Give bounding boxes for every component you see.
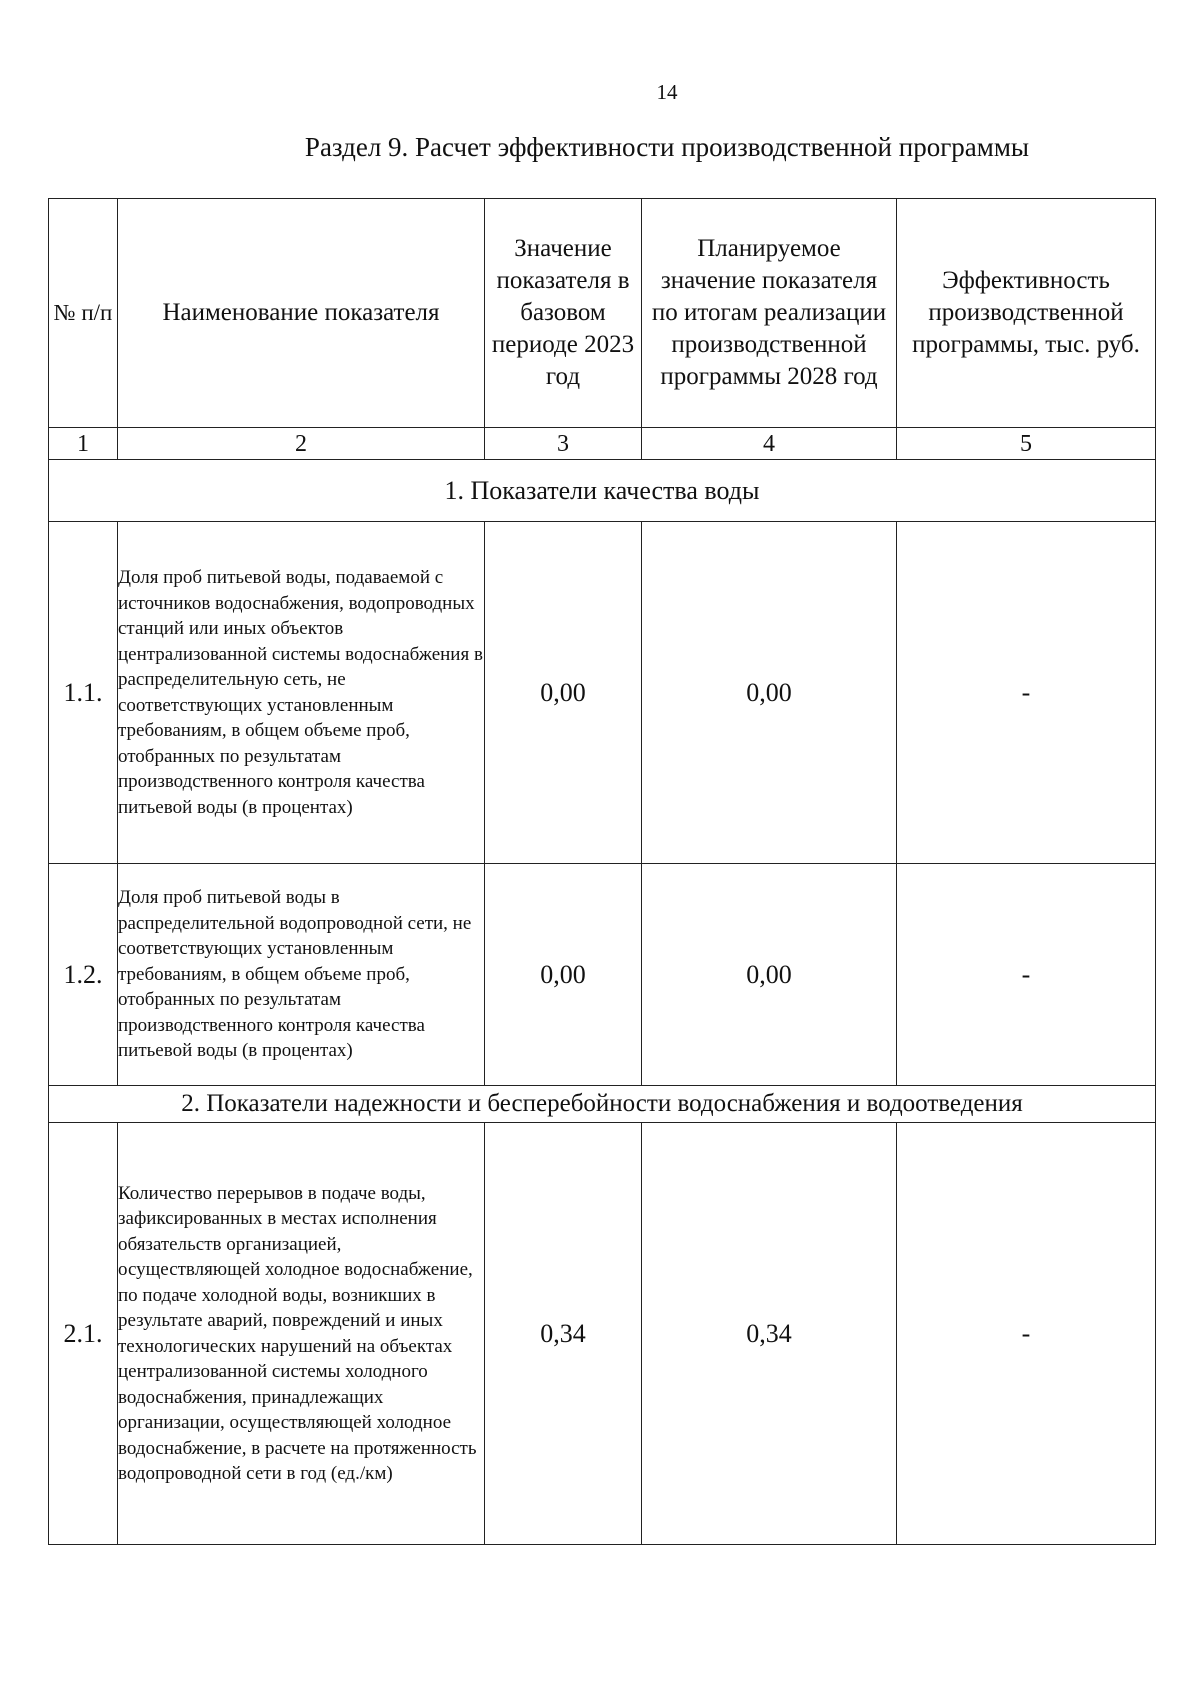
header-planned-value: Планируемое значение показателя по итогам реализации производственной программы 2028 год	[642, 199, 897, 428]
group-title: 1. Показатели качества воды	[49, 460, 1156, 522]
column-number: 3	[485, 428, 642, 460]
base-value: 0,00	[485, 522, 642, 864]
column-number: 5	[897, 428, 1156, 460]
base-value: 0,34	[485, 1123, 642, 1545]
table-row	[49, 522, 1156, 864]
planned-value: 0,00	[642, 864, 897, 1086]
group-row	[49, 1086, 1156, 1123]
planned-value: 0,34	[642, 1123, 897, 1545]
header-base-value: Значение показателя в базовом периоде 2023 год	[485, 199, 642, 428]
indicator-name: Доля проб питьевой воды в распределительной водопроводной сети, не соответствующих установленным требованиям, в общем объеме проб, отобранных по результатам производственного контроля качества питьевой воды (в процентах)	[118, 864, 485, 1086]
indicator-name: Доля проб питьевой воды, подаваемой с источников водоснабжения, водопроводных станций или иных объектов централизованной системы водоснабжения в распределительную сеть, не соответствующих установленным требованиям, в общем объеме проб, отобранных по результатам производственного контроля качества питьевой воды (в процентах)	[118, 522, 485, 864]
table-row	[49, 864, 1156, 1086]
column-numbers-row	[49, 428, 1156, 460]
header-number: № п/п	[49, 199, 118, 428]
efficiency-table	[48, 198, 1156, 1545]
table-header-row	[49, 199, 1156, 428]
efficiency-value: -	[897, 522, 1156, 864]
header-efficiency: Эффективность производственной программы, тыс. руб.	[897, 199, 1156, 428]
efficiency-value: -	[897, 864, 1156, 1086]
efficiency-value: -	[897, 1123, 1156, 1545]
column-number: 1	[49, 428, 118, 460]
page-number: 14	[656, 80, 678, 104]
indicator-name: Количество перерывов в подаче воды, зафиксированных в местах исполнения обязательств организацией, осуществляющей холодное водоснабжение, по подаче холодной воды, возникших в результате аварий, повреждений и иных технологических нарушений на объектах централизованной системы холодного водоснабжения, принадлежащих организации, осуществляющей холодное водоснабжение, в расчете на протяженность водопроводной сети в год (ед./км)	[118, 1123, 485, 1545]
column-number: 2	[118, 428, 485, 460]
column-number: 4	[642, 428, 897, 460]
planned-value: 0,00	[642, 522, 897, 864]
group-title: 2. Показатели надежности и бесперебойности водоснабжения и водоотведения	[49, 1086, 1156, 1123]
group-row	[49, 460, 1156, 522]
section-title: Раздел 9. Расчет эффективности производственной программы	[304, 132, 1030, 162]
base-value: 0,00	[485, 864, 642, 1086]
header-indicator-name: Наименование показателя	[118, 199, 485, 428]
row-index: 1.2.	[49, 864, 118, 1086]
table-row	[49, 1123, 1156, 1545]
row-index: 2.1.	[49, 1123, 118, 1545]
row-index: 1.1.	[49, 522, 118, 864]
